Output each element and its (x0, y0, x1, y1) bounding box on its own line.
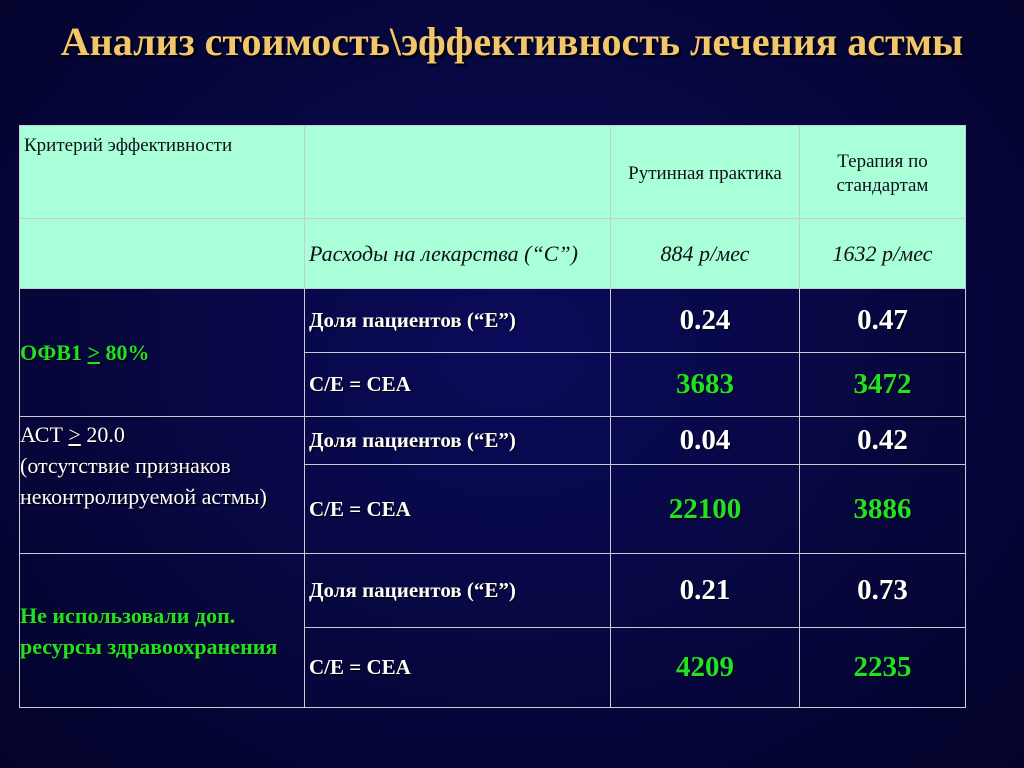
value-standard: 0.73 (800, 554, 966, 628)
value-routine: 0.21 (611, 554, 800, 628)
header-blank-cell (305, 126, 611, 219)
group-ge-sign: > (87, 340, 100, 365)
value-standard: 2235 (800, 628, 966, 708)
table-row (20, 289, 966, 353)
drug-cost-standard: 1632 р/мес (800, 219, 966, 289)
value-routine: 0.24 (611, 289, 800, 353)
slide-title: Анализ стоимость\эффективность лечения астмы (60, 19, 964, 64)
group-name-pre: ОФВ1 (20, 340, 88, 365)
group-description: (отсутствие признаков неконтролируемой астмы) (20, 453, 267, 509)
group-label-fev1 (20, 289, 305, 417)
group-name-pre: Не использовали доп. ресурсы здравоохранения (20, 602, 278, 659)
measure-label: Доля пациентов (“Е”) (305, 554, 611, 628)
table-row (20, 554, 966, 628)
drug-cost-routine: 884 р/мес (611, 219, 800, 289)
measure-label: С/Е = CEA (305, 465, 611, 554)
drug-cost-row (20, 219, 966, 289)
group-label-no-extra-resources (20, 554, 305, 708)
header-standard-therapy: Терапия по стандартам (800, 126, 966, 219)
drug-cost-label: Расходы на лекарства (“С”) (305, 219, 611, 289)
table-header-row (20, 126, 966, 219)
cost-row-blank-cell (20, 219, 305, 289)
header-routine-practice: Рутинная практика (611, 126, 800, 219)
measure-label: С/Е = CEA (305, 353, 611, 417)
measure-label: Доля пациентов (“Е”) (305, 417, 611, 465)
group-label-act (20, 417, 305, 554)
group-name-pre: АСТ (20, 422, 69, 447)
value-standard: 0.42 (800, 417, 966, 465)
group-ge-sign: > (68, 422, 81, 447)
group-name-post: 80% (100, 340, 150, 365)
value-routine: 4209 (611, 628, 800, 708)
measure-label: Доля пациентов (“Е”) (305, 289, 611, 353)
header-criterion: Критерий эффективности (20, 126, 305, 219)
value-standard: 0.47 (800, 289, 966, 353)
table-row (20, 417, 966, 465)
value-routine: 22100 (611, 465, 800, 554)
measure-label: С/Е = CEA (305, 628, 611, 708)
value-standard: 3886 (800, 465, 966, 554)
value-standard: 3472 (800, 353, 966, 417)
value-routine: 0.04 (611, 417, 800, 465)
cost-effectiveness-table (19, 125, 966, 708)
group-name-post: 20.0 (80, 422, 125, 447)
value-routine: 3683 (611, 353, 800, 417)
